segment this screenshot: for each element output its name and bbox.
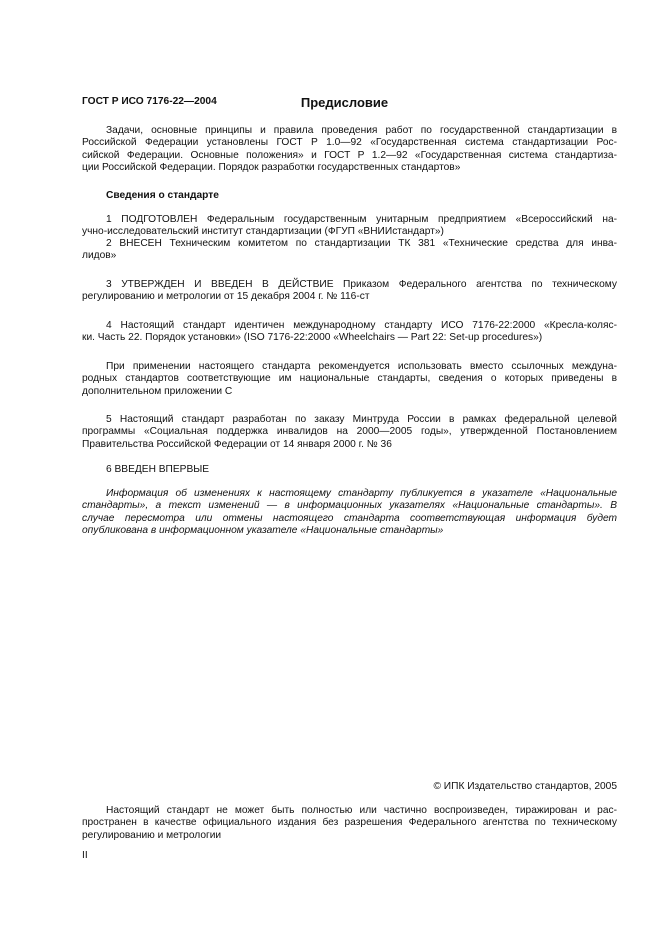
page-number: II bbox=[82, 850, 88, 861]
item-6 bbox=[82, 464, 617, 476]
item-2 bbox=[82, 238, 617, 263]
text-line: 3 УТВЕРЖДЕН И ВВЕДЕН В ДЕЙСТВИЕ Приказом Федерального агентства по техническому bbox=[106, 279, 617, 290]
text-line: дополнительном приложении С bbox=[82, 385, 233, 397]
text-line: Российской Федерации установлены ГОСТ Р 1.0—92 «Государственная система стандартизации Рос- bbox=[82, 137, 617, 149]
text-line: ции Российской Федерации. Порядок разработки государственных стандартов» bbox=[82, 161, 461, 173]
text-line: пространен в качестве официального издания без разрешения Федерального агентства по техническому bbox=[82, 817, 617, 829]
reproduction-notice bbox=[82, 805, 617, 842]
page-title: Предисловие bbox=[300, 95, 389, 110]
item-4-note bbox=[82, 361, 617, 398]
text-line: 1 ПОДГОТОВЛЕН Федеральным государственным унитарным предприятием «Всероссийский на- bbox=[106, 214, 617, 225]
text-line: программы «Социальная поддержка инвалидов на 2000—2005 годы», утвержденной Постановлением bbox=[82, 426, 617, 438]
item-5 bbox=[82, 414, 617, 451]
text-line: родных стандартов соответствующие им национальные стандарты, сведения о которых приведены в bbox=[82, 373, 617, 385]
copyright: © ИПК Издательство стандартов, 2005 bbox=[433, 781, 617, 792]
text-line: учно-исследовательский институт стандартизации (ФГУП «ВНИИстандарт») bbox=[82, 226, 444, 238]
text-line: 5 Настоящий стандарт разработан по заказу Минтруда России в рамках федеральной целевой bbox=[106, 414, 617, 425]
text-line: Задачи, основные принципы и правила проведения работ по государственной стандартизации в bbox=[106, 125, 617, 136]
document-header: ГОСТ Р ИСО 7176-22—2004 bbox=[82, 96, 217, 107]
text-line: регулированию и метрологии bbox=[82, 829, 222, 841]
text-line: ки. Часть 22. Порядок установки» (ISO 7176-22:2000 «Wheelchairs — Part 22: Set-up procedures») bbox=[82, 332, 543, 344]
item-3 bbox=[82, 279, 617, 304]
text-line: сийской Федерации. Основные положения» и ГОСТ Р 1.2—92 «Государственная система стандартиза- bbox=[82, 149, 617, 161]
text-line: опубликована в информационном указателе «Национальные стандарты» bbox=[82, 524, 444, 536]
text-line: лидов» bbox=[82, 250, 117, 262]
text-line: стандарты», а текст изменений — в информационных указателях «Национальные стандарты». В bbox=[82, 500, 617, 512]
text-line: Правительства Российской Федерации от 14 января 2000 г. № 36 bbox=[82, 438, 392, 450]
item-4 bbox=[82, 320, 617, 345]
amendment-info bbox=[82, 488, 617, 537]
text-line: 4 Настоящий стандарт идентичен международному стандарту ИСО 7176-22:2000 «Кресла-коляс- bbox=[106, 320, 617, 331]
section-subtitle: Сведения о стандарте bbox=[106, 190, 219, 201]
text-line: Информация об изменениях к настоящему стандарту публикуется в указателе «Национальные bbox=[106, 488, 617, 499]
text-line: При применении настоящего стандарта рекомендуется использовать вместо ссылочных междуна- bbox=[106, 361, 617, 372]
text-line: 2 ВНЕСЕН Техническим комитетом по стандартизации ТК 381 «Технические средства для инва- bbox=[106, 238, 617, 249]
item-1 bbox=[82, 214, 617, 239]
text-line: Настоящий стандарт не может быть полностью или частично воспроизведен, тиражирован и рас- bbox=[106, 805, 617, 816]
intro-paragraph bbox=[82, 125, 617, 174]
text-line: случае пересмотра или отмены настоящего стандарта соответствующая информация будет bbox=[82, 512, 617, 524]
text-line: 6 ВВЕДЕН ВПЕРВЫЕ bbox=[106, 464, 210, 475]
text-line: регулированию и метрологии от 15 декабря 2004 г. № 116-ст bbox=[82, 291, 370, 303]
